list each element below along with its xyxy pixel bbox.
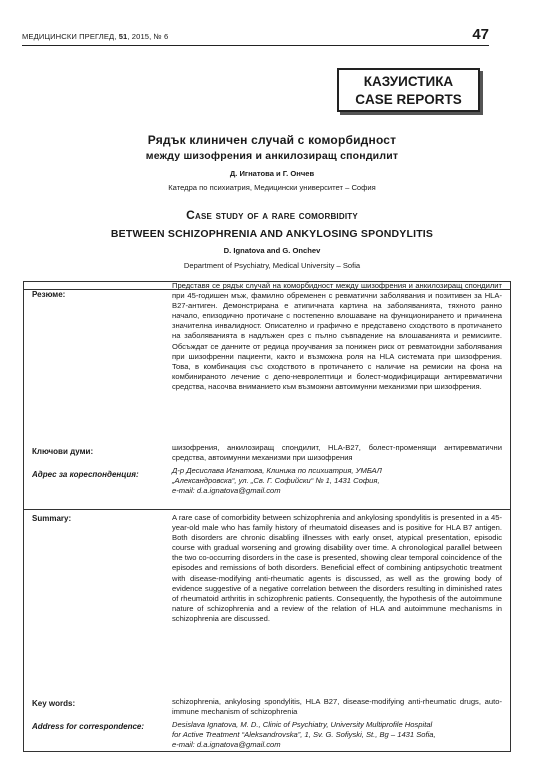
address-bg-block bbox=[172, 466, 502, 496]
frame-divider-middle bbox=[23, 509, 511, 510]
abstract-en-label: Summary: bbox=[32, 514, 72, 523]
affiliation-en: Department of Psychiatry, Medical University – Sofia bbox=[183, 261, 361, 270]
address-en-line2: for Active Treatment “Aleksandrovska”, 1, Sv. G. Sofiyski, St., Bg – 1431 Sofia, bbox=[172, 730, 436, 740]
affiliation-bg: Катедра по психиатрия, Медицински университет – София bbox=[168, 183, 376, 192]
address-bg-email: e-mail: d.a.ignatova@gmail.com bbox=[172, 486, 281, 496]
address-bg-line2: „Александровска“, ул. „Св. Г. Софийски“ № 1, 1431 София, bbox=[172, 476, 380, 486]
journal-name: МЕДИЦИНСКИ ПРЕГЛЕД, bbox=[22, 32, 119, 41]
authors-en: D. Ignatova and G. Onchev bbox=[223, 246, 321, 255]
address-bg-label: Адрес за кореспонденция: bbox=[32, 470, 139, 479]
issue-info: , 2015, № 6 bbox=[127, 32, 169, 41]
address-bg-line1: Д-р Десислава Игнатова, Клиника по психиатрия, УМБАЛ bbox=[172, 466, 382, 475]
section-label-box bbox=[337, 68, 480, 112]
title-bg-line1: Рядък клиничен случай с коморбидност bbox=[147, 133, 397, 147]
title-en-line2: BETWEEN SCHIZOPHRENIA AND ANKYLOSING SPONDYLITIS bbox=[110, 228, 434, 240]
page-number: 47 bbox=[472, 26, 489, 43]
header-divider bbox=[22, 45, 489, 46]
section-label-bg: КАЗУИСТИКА bbox=[363, 74, 454, 89]
address-en-email: e-mail: d.a.ignatova@gmail.com bbox=[172, 740, 281, 750]
keywords-en-label: Key words: bbox=[32, 699, 76, 708]
running-header bbox=[22, 32, 168, 41]
title-en-line1: Case study of a rare comorbidity bbox=[186, 208, 358, 222]
abstract-en-text: A rare case of comorbidity between schizophrenia and ankylosing spondylitis is presented in a 45-year-old male who has family history of rheumatoid diseases and is positive for HLA B7 antigen. Both disorders are chronic disabling illnesses with early onset, atypical presentation, episodic course with gradual worsening and growing disability over time. A chronological parallel between the two co-occurring disorders in the case is presented, showing clear temporal coincidence of the episodes and remissions of both disorders. Beneficial effect of combining antipsychotic treatment with disease-modifying anti-rheumatic agents is discussed, as well as the growing body of evidence suggestive of a negative correlation between the disorders resulting in diminished rates of rheumatoid arthritis in schizophrenic patients. Consequently, the hypothesis of the autoimmune nature of schizophrenia and a review of the relation of HLA and autoimmune mechanisms in schizophrenia are discussed. bbox=[172, 513, 502, 623]
keywords-en-text: schizophrenia, ankylosing spondylitis, HLA B27, disease-modifying anti-rheumatic drugs, auto-immune mechanism of schizophrenia bbox=[172, 697, 502, 717]
address-en-label: Address for correspondence: bbox=[32, 722, 145, 731]
volume-number: 51 bbox=[118, 32, 128, 41]
keywords-bg-text: шизофрения, анкилозиращ спондилит, HLA-B27, болест-променящи антиревматични средства, автоимунни механизми при шизофрения bbox=[172, 443, 502, 463]
address-en-block bbox=[172, 720, 502, 750]
authors-bg: Д. Игнатова и Г. Ончев bbox=[229, 169, 315, 178]
abstract-bg-label: Резюме: bbox=[32, 290, 66, 299]
section-label-en: CASE REPORTS bbox=[355, 92, 462, 107]
address-en-line1: Desislava Ignatova, M. D., Clinic of Psychiatry, University Multiprofile Hospital bbox=[172, 720, 433, 729]
title-bg-line2: между шизофрения и анкилозиращ спондилит bbox=[145, 150, 399, 162]
abstract-bg-text: Представя се рядък случай на коморбидност между шизофрения и анкилозиращ спондилит при 45-годишен мъж, фамилно обременен с ревматични заболявания и позитивен за HLA-B27-антиген. Демонстрирана е атипичната картина на заболяванията, тяхното ранно начало, епизодично протичане с постепенно влошаване на функционирането и причинена значителна инвалидност. Описателно и графично е представено сходството в протичането на заболяванията в надлъжен срез с пълно съвпадение на влошаванията и ремисиите. Обсъждат се данните от редица проучвания за понижен риск от ревматоидни заболявания при шизофренни пациенти, както и възможна роля на HLA системата при шизофрения. Това, в комбинация със сходството в протичането с наличие на ремисии на фона на комбинираното лечение с депо-невролептици и болест-модифициращи антиревматични средства, насочва вниманието към възможни автоимунни механизми при шизофрения. bbox=[172, 281, 502, 391]
keywords-bg-label: Ключови думи: bbox=[32, 447, 94, 456]
